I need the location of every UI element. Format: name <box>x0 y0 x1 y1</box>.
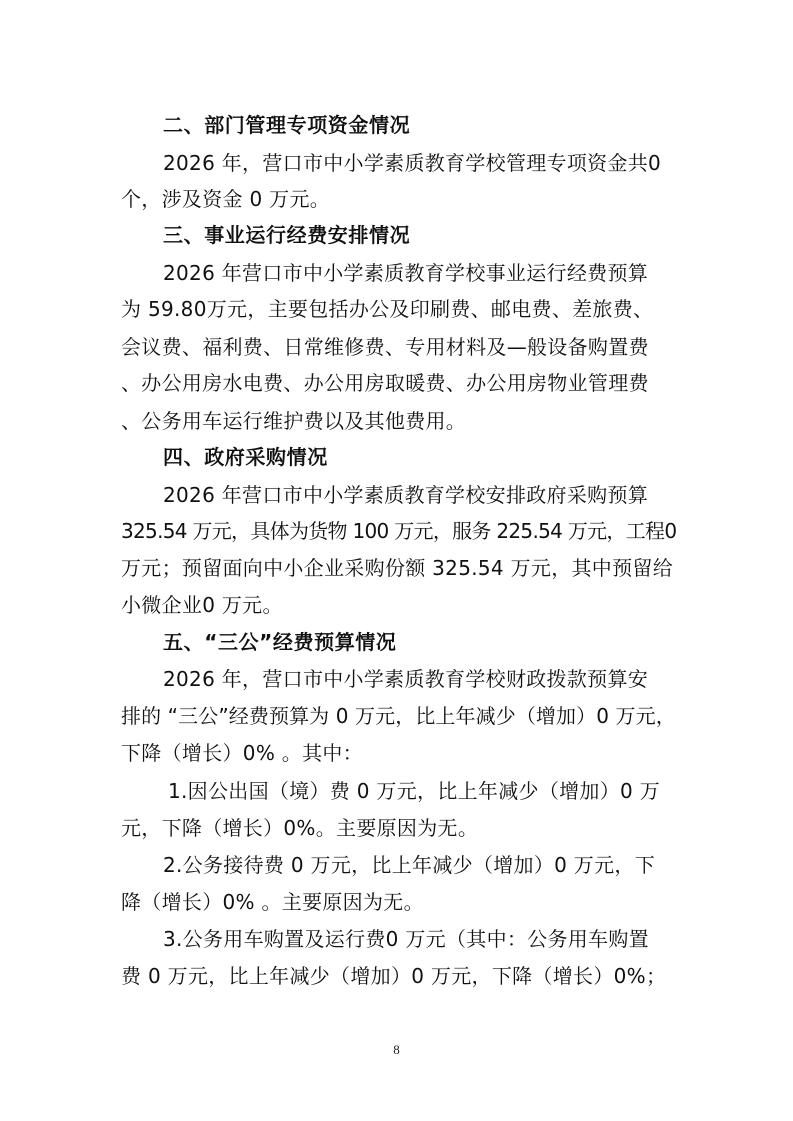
paragraph-line: 、公务用车运行维护费以及其他费用。 <box>121 409 467 433</box>
paragraph-line: 2026 年营口市中小学素质教育学校事业运行经费预算 <box>163 261 649 285</box>
paragraph-line: 下降（增长）0% 。其中： <box>121 741 363 765</box>
section-heading-4: 四、政府采购情况 <box>163 445 328 469</box>
section-heading-3: 三、事业运行经费安排情况 <box>163 223 411 247</box>
paragraph-line: 万元；预留面向中小企业采购份额 325.54 万元，其中预留给 <box>121 556 673 580</box>
paragraph-line: 2026 年营口市中小学素质教育学校安排政府采购预算 <box>163 483 649 507</box>
paragraph-line: 为 59.80万元，主要包括办公及印刷费、邮电费、差旅费、 <box>121 297 654 321</box>
paragraph-line: 2026 年，营口市中小学素质教育学校财政拨款预算安 <box>163 667 649 691</box>
section-heading-2: 二、部门管理专项资金情况 <box>163 113 411 137</box>
paragraph-line: 、办公用房水电费、办公用房取暖费、办公用房物业管理费 <box>121 371 649 395</box>
paragraph-line: 排的 “三公”经费预算为 0 万元，比上年减少（增加）0 万元， <box>121 704 676 728</box>
section-heading-5: 五、“三公”经费预算情况 <box>163 630 397 654</box>
page-number: 8 <box>393 1042 400 1057</box>
paragraph-line: 降（增长）0% 。主要原因为无。 <box>121 890 424 914</box>
list-item-3: 3.公务用车购置及运行费0 万元（其中：公务用车购置 <box>163 927 649 951</box>
paragraph-line: 元，下降（增长）0%。主要原因为无。 <box>121 816 479 840</box>
paragraph-line: 小微企业0 万元。 <box>121 593 283 617</box>
list-item-1: 1.因公出国（境）费 0 万元，比上年减少（增加）0 万 <box>168 779 661 803</box>
paragraph-line: 个，涉及资金 0 万元。 <box>121 187 331 211</box>
paragraph-line: 费 0 万元，比上年减少（增加）0 万元，下降（增长）0%； <box>121 964 667 988</box>
paragraph-line: 会议费、福利费、日常维修费、专用材料及—般设备购置费 <box>121 335 649 359</box>
paragraph-line: 2026 年，营口市中小学素质教育学校管理专项资金共0 <box>163 151 662 175</box>
paragraph-line: 325.54 万元，具体为货物 100 万元，服务 225.54 万元，工程0 <box>121 519 677 543</box>
list-item-2: 2.公务接待费 0 万元，比上年减少（增加）0 万元，下 <box>163 853 656 877</box>
